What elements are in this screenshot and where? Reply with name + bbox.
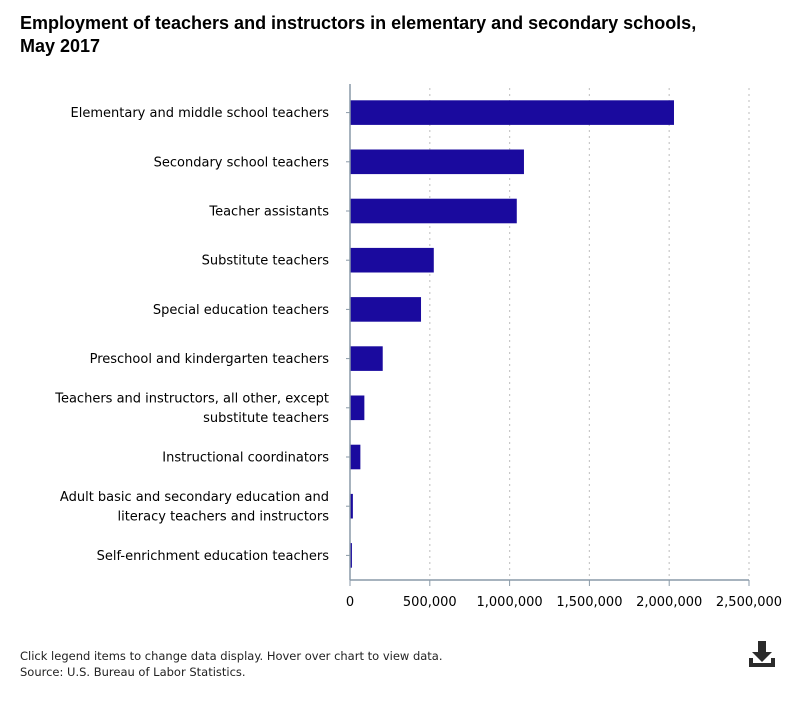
category-label: Elementary and middle school teachers: [70, 106, 329, 122]
x-tick-label: 500,000: [402, 595, 457, 610]
bar[interactable]: [350, 346, 383, 371]
x-tick-label: 1,000,000: [476, 595, 543, 610]
bar[interactable]: [350, 199, 517, 224]
category-label: Preschool and kindergarten teachers: [89, 352, 329, 368]
category-label: Secondary school teachers: [153, 155, 329, 171]
chart-note: Click legend items to change data display. Hover over chart to view data.: [20, 649, 443, 663]
category-label: Teacher assistants: [209, 204, 329, 220]
x-tick-label: 0: [345, 595, 355, 610]
category-label: Self-enrichment education teachers: [96, 548, 329, 564]
x-tick-label: 1,500,000: [556, 595, 623, 610]
x-tick-label: 2,500,000: [715, 595, 783, 610]
x-tick-label: 2,000,000: [636, 595, 703, 610]
download-icon: [746, 638, 778, 670]
category-label: Special education teachers: [152, 302, 329, 318]
download-button[interactable]: [746, 638, 778, 670]
bar[interactable]: [350, 248, 434, 273]
bar[interactable]: [350, 100, 674, 125]
category-label: Substitute teachers: [201, 253, 329, 269]
category-label: Teachers and instructors, all other, except substitute teachers: [55, 391, 329, 427]
category-label: Adult basic and secondary education and literacy teachers and instructors: [59, 489, 329, 525]
bar[interactable]: [350, 396, 364, 421]
bar[interactable]: [350, 445, 360, 470]
chart-source: Source: U.S. Bureau of Labor Statistics.: [20, 665, 246, 679]
bar[interactable]: [350, 297, 421, 322]
category-label: Instructional coordinators: [162, 450, 329, 466]
bar[interactable]: [350, 150, 524, 175]
chart-title: Employment of teachers and instructors in elementary and secondary schools, May 2017: [20, 13, 697, 56]
chart-footer: [20, 648, 443, 680]
